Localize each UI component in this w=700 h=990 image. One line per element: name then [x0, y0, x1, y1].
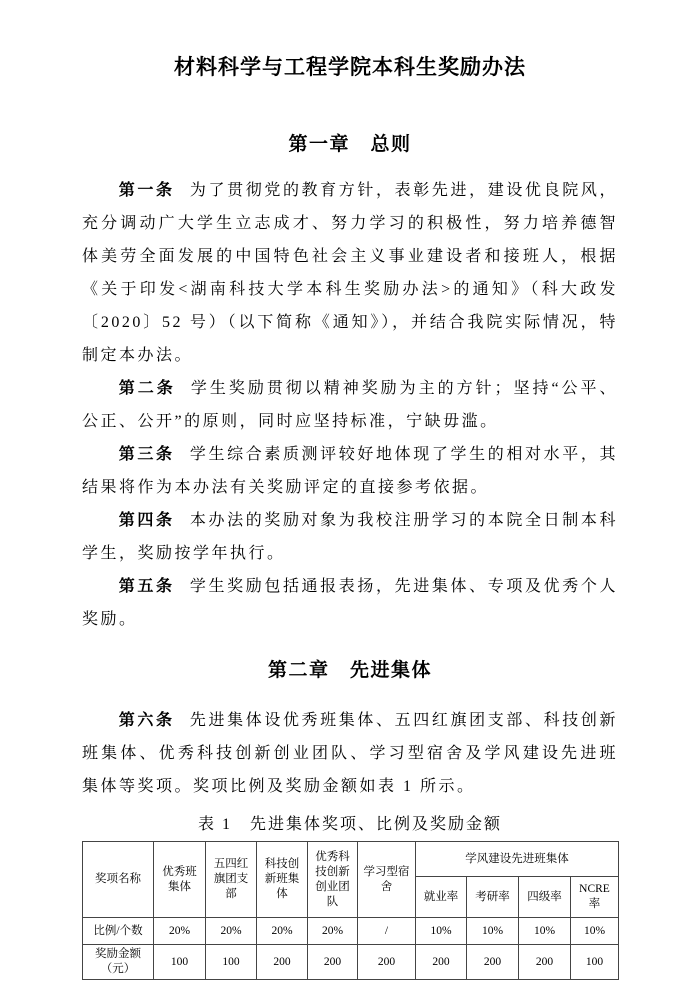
header-ncre-rate: NCRE率: [571, 877, 619, 918]
article-4: [82, 504, 618, 570]
ratio-cell: 10%: [467, 918, 519, 945]
header-learning-dorm: 学习型宿舍: [358, 842, 416, 918]
article-5: [82, 570, 618, 636]
ratio-cell: 20%: [154, 918, 206, 945]
header-tech-innovation-class: 科技创新班集体: [257, 842, 308, 918]
chapter-1-heading: 第一章 总则: [288, 134, 412, 155]
ratio-cell: 10%: [519, 918, 571, 945]
ratio-cell: 20%: [206, 918, 257, 945]
amount-cell: 100: [571, 945, 619, 980]
header-league-branch: 五四红旗团支部: [206, 842, 257, 918]
article-5-label: 第五条: [118, 578, 175, 595]
article-3-label: 第三条: [118, 446, 175, 463]
header-employment-rate: 就业率: [416, 877, 467, 918]
article-1: [82, 174, 618, 372]
ratio-cell: /: [358, 918, 416, 945]
article-5-text: 学生奖励包括通报表扬，先进集体、专项及优秀个人奖励。: [82, 578, 618, 628]
article-3: [82, 438, 618, 504]
amount-cell: 200: [416, 945, 467, 980]
article-2-text: 学生奖励贯彻以精神奖励为主的方针；坚持“公平、公正、公开”的原则，同时应坚持标准，宁缺毋滥。: [82, 380, 618, 430]
article-1-label: 第一条: [118, 182, 175, 199]
header-innovation-team: 优秀科技创新创业团队: [308, 842, 358, 918]
amount-cell: 200: [467, 945, 519, 980]
document-title: 材料科学与工程学院本科生奖励办法: [174, 55, 526, 79]
award-table: [82, 841, 619, 980]
ratio-cell: 20%: [257, 918, 308, 945]
article-2: [82, 372, 618, 438]
amount-cell: 200: [519, 945, 571, 980]
ratio-cell: 10%: [416, 918, 467, 945]
ratio-row-label: 比例/个数: [83, 918, 154, 945]
ratio-cell: 10%: [571, 918, 619, 945]
header-award-name: 奖项名称: [83, 842, 154, 918]
article-1-text: 为了贯彻党的教育方针，表彰先进，建设优良院风，充分调动广大学生立志成才、努力学习的积极性，努力培养德智体美劳全面发展的中国特色社会主义事业建设者和接班人，根据《关于印发<湖南科技大学本科生奖励办法>的通知》（科大政发〔2020〕52 号）（以下简称《通知》），并结合我院实际情况，特制定本办法。: [82, 182, 618, 364]
header-postgrad-rate: 考研率: [467, 877, 519, 918]
table-row-ratio: [83, 918, 619, 945]
amount-cell: 100: [154, 945, 206, 980]
table-row-amount: [83, 945, 619, 980]
article-3-text: 学生综合素质测评较好地体现了学生的相对水平，其结果将作为本办法有关奖励评定的直接参考依据。: [82, 446, 618, 496]
article-4-label: 第四条: [118, 512, 175, 529]
article-6: [82, 704, 618, 803]
header-study-style-group: 学风建设先进班集体: [416, 842, 619, 877]
amount-cell: 100: [206, 945, 257, 980]
chapter-2-heading: 第二章 先进集体: [267, 660, 432, 681]
amount-cell: 200: [308, 945, 358, 980]
chapter-2-body: [82, 704, 618, 803]
article-6-label: 第六条: [118, 712, 175, 729]
table-caption: 表 1 先进集体奖项、比例及奖励金额: [197, 816, 502, 833]
table-header-row-1: [83, 842, 619, 877]
article-6-text: 先进集体设优秀班集体、五四红旗团支部、科技创新班集体、优秀科技创新创业团队、学习型宿舍及学风建设先进班集体等奖项。奖项比例及奖励金额如表 1 所示。: [82, 712, 618, 795]
amount-cell: 200: [358, 945, 416, 980]
ratio-cell: 20%: [308, 918, 358, 945]
amount-cell: 200: [257, 945, 308, 980]
article-4-text: 本办法的奖励对象为我校注册学习的本院全日制本科学生，奖励按学年执行。: [82, 512, 618, 562]
header-cet4-rate: 四级率: [519, 877, 571, 918]
chapter-1-body: [82, 174, 618, 636]
article-2-label: 第二条: [118, 380, 176, 397]
amount-row-label: 奖励金额（元）: [83, 945, 154, 980]
header-excellent-class: 优秀班集体: [154, 842, 206, 918]
